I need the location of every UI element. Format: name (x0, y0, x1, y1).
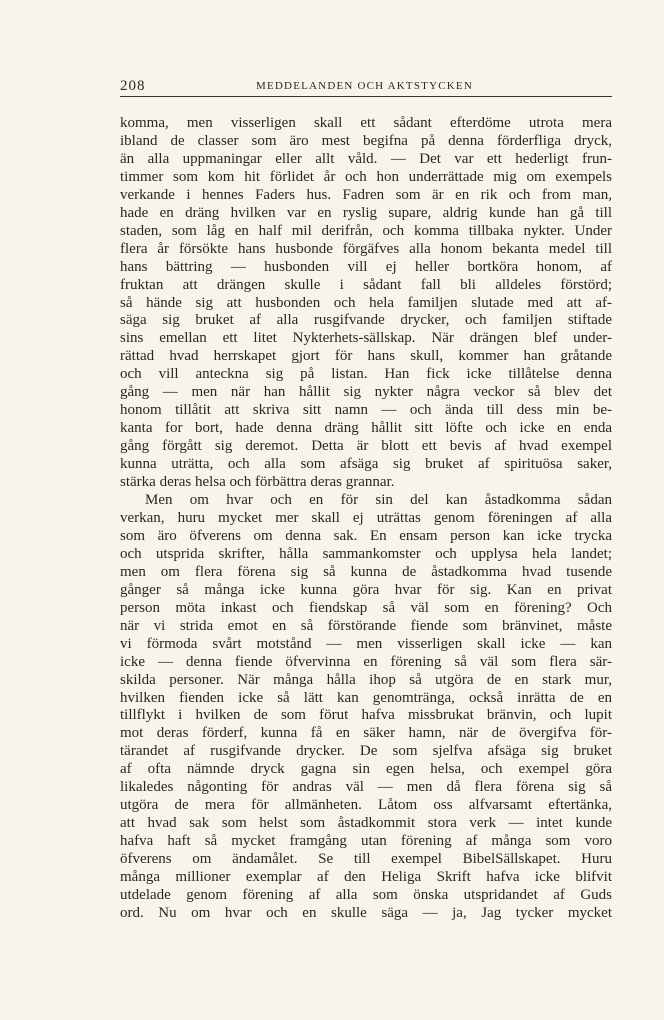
text-line: gånger så många icke kunna göra hvar för sig. Kan en privat (120, 581, 612, 598)
text-line: gång — men när han hållit sig nykter några veckor så blev det (120, 384, 612, 401)
text-line: person möta inkast och fiendskap så väl som en förening? Och (120, 599, 612, 616)
text-line: ord. Nu om hvar och en skulle säga — ja, Jag tycker mycket (120, 904, 612, 921)
text-line: men om flera förena sig så kunna de åstadkomma hvad tusende (120, 563, 612, 580)
text-line: verkan, huru mycket mer skall ej uträttas genom föreningen af alla (120, 509, 612, 526)
text-line: att hvad sak som helst som åstadkommit stora verk — intet kunde (120, 815, 612, 832)
text-line: hade en dräng hvilken var en ryslig supare, aldrig kunde han gå till (120, 204, 612, 221)
text-line: ibland de classer som äro mest begifna på denna förderfliga dryck, (120, 132, 612, 149)
text-line: hvilken fienden icke så lätt kan genomtränga, också inrätta de en (120, 689, 612, 706)
text-line: honom tillåtit att skriva sitt namn — och ända till dess min be- (120, 402, 612, 419)
text-line: när vi strida emot en så förstörande fiende som bränvinet, måste (120, 617, 612, 634)
text-line: sins emellan ett litet Nykterhets-sällskap. När drängen blef under- (120, 330, 612, 347)
text-line: kunna uträtta, och alla som afsäga sig bruket af spirituösa saker, (120, 456, 612, 473)
text-line: mot deras förderf, kunna få en säker hamn, när de övergifva för- (120, 725, 612, 742)
text-line: utgöra de mera för allmänheten. Låtom oss alfvarsamt eftertänka, (120, 797, 612, 814)
body-text (120, 115, 612, 923)
text-line: tärandet af rusgifvande drycker. De som sjelfva afsäga sig bruket (120, 743, 612, 760)
text-line: och utsprida skrifter, hålla sammankomster och upplysa hela landet; (120, 545, 612, 562)
text-line: fruktan att drängen skulle i sådant fall bli alldeles förstörd; (120, 276, 612, 293)
text-line: komma, men visserligen skall ett sådant efterdöme utrota mera (120, 115, 612, 131)
text-line: och vill anteckna sig på listan. Han fick icke tillåtelse denna (120, 366, 612, 383)
text-line: Men om hvar och en för sin del kan åstadkomma sådan (145, 492, 612, 509)
text-line: kanta for bort, hade denna dräng hållit sitt löfte och icke en enda (120, 420, 612, 437)
text-line: så hände sig att husbonden och hela familjen slutade med att af- (120, 294, 612, 311)
text-line: skilda personer. När många hålla ihop så utgöra de en stark mur, (120, 671, 612, 688)
text-line: vi förmoda svårt motstånd — men visserligen skall icke — kan (120, 635, 612, 652)
text-line: utdelade genom förening af alla som önska utspridandet af Guds (120, 886, 612, 903)
text-line: stärka deras helsa och förbättra deras grannar. (120, 474, 395, 491)
text-line: många millioner exemplar af den Heliga Skrift hafva icke blifvit (120, 869, 612, 886)
page-number: 208 (120, 78, 146, 94)
text-line: rättad hvad herrskapet gjort för hans skull, kommer han gråtande (120, 348, 612, 365)
text-line: tillflykt i hvilken de som förut hafva missbrukat bränvin, och lupit (120, 707, 612, 724)
text-line: flera år försökte hans husbonde förgäfves alla honom bekanta medel till (120, 240, 612, 257)
text-line: verkande i hennes Faders hus. Fadren som är en rik och from man, (120, 186, 612, 203)
page-header (120, 78, 612, 97)
running-head: MEDDELANDEN OCH AKTSTYCKEN (256, 80, 473, 92)
text-line: säga sig bruket af alla rusgifvande drycker, och familjen stiftade (120, 312, 612, 329)
text-line: öfverens om ändamålet. Se till exempel BibelSällskapet. Huru (120, 851, 612, 868)
text-line: af ofta nämnde dryck gagna sin egen helsa, och exempel göra (120, 761, 612, 778)
text-line: gång förgått sig deremot. Detta är blott ett bevis af hvad exempel (120, 438, 612, 455)
text-line: hans bättring — husbonden vill ej heller bortköra honom, af (120, 258, 612, 275)
text-line: hafva haft så mycket framgång utan förening af många som voro (120, 833, 612, 850)
text-line: likaledes någonting för andras väl — men då flera förena sig så (120, 779, 612, 796)
text-line: som äro öfverens om denna sak. En ensam person kan icke trycka (120, 527, 612, 544)
text-line: timmer som kom hit förlidet år och hon underrättade mig om exempels (120, 168, 612, 185)
text-line: icke — denna fiende öfvervinna en förening så väl som flera sär- (120, 653, 612, 670)
text-line: staden, som låg en half mil derifrån, och komma tillbaka nykter. Under (120, 222, 612, 239)
text-line: än alla uppmaningar eller allt våld. — Det var ett hederligt frun- (120, 150, 612, 167)
